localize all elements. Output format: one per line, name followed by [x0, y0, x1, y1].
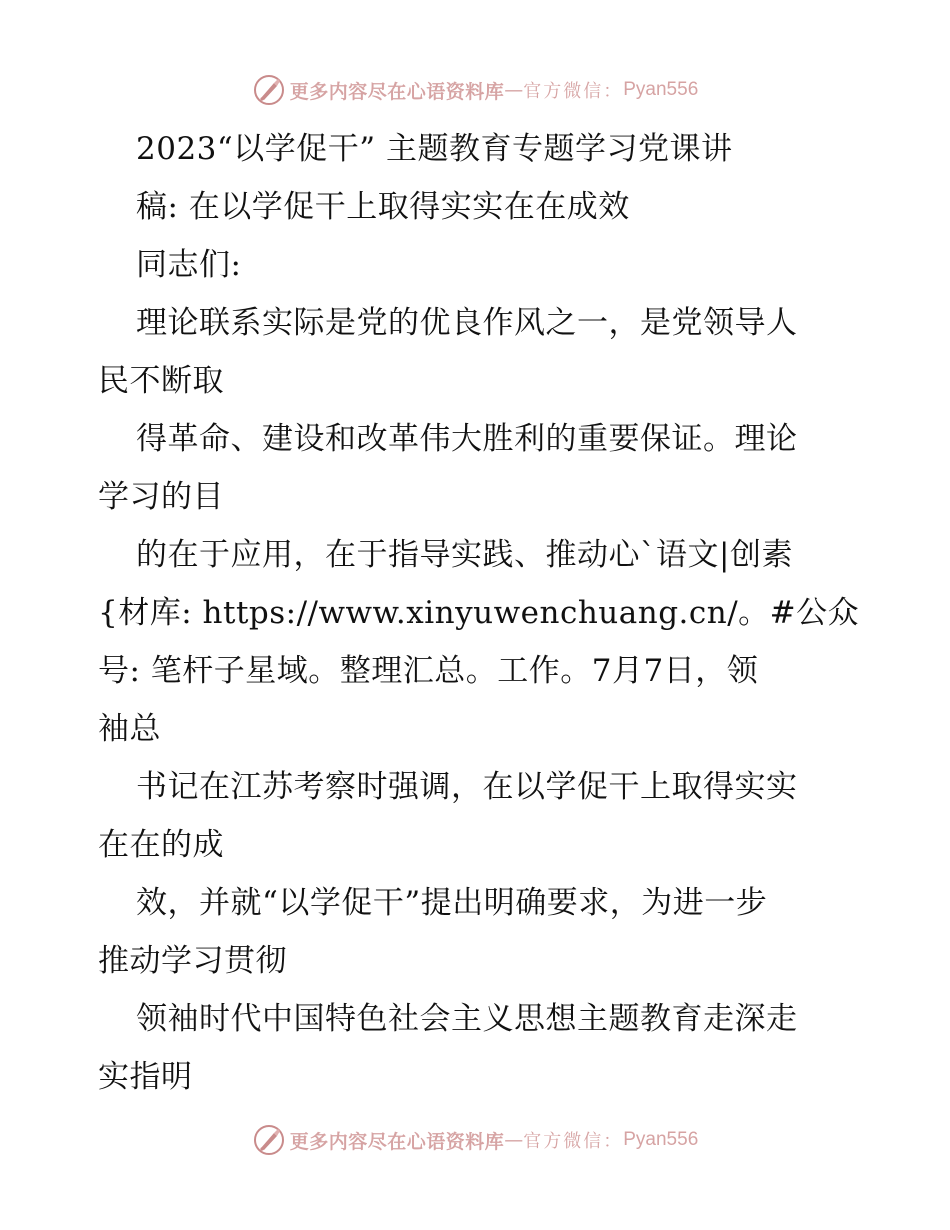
doc-line: 得革命、建设和改革伟大胜利的重要保证。理论 [136, 421, 798, 457]
doc-line: 效，并就“以学促干”提出明确要求，为进一步 [136, 885, 768, 921]
document-body [98, 120, 858, 1106]
footer-watermark [0, 1120, 950, 1160]
header-watermark [0, 70, 950, 110]
watermark-separator: — [504, 79, 524, 101]
watermark-handle: Pyan556 [623, 1129, 699, 1150]
doc-line: 学习的目 [98, 479, 224, 515]
doc-line: 稿: 在以学促干上取得实实在在成效 [136, 189, 630, 225]
doc-line: 实指明 [98, 1059, 193, 1095]
doc-line: 推动学习贯彻 [98, 943, 287, 979]
watermark-wechat-label: 官方微信： [523, 81, 624, 102]
watermark-wechat-label: 官方微信： [523, 1131, 624, 1152]
watermark-handle: Pyan556 [623, 79, 699, 100]
doc-line: 2023“以学促干” 主题教育专题学习党课讲 [136, 131, 733, 167]
doc-line: 号: 笔杆子星域。整理汇总。工作。7月7日，领 [98, 653, 759, 689]
doc-line: 的在于应用，在于指导实践、推动心`语文|创素 [136, 537, 793, 573]
doc-line: 理论联系实际是党的优良作风之一，是党领导人 [136, 305, 798, 341]
doc-line: 书记在江苏考察时强调，在以学促干上取得实实 [136, 769, 798, 805]
doc-line: 同志们: [136, 247, 242, 283]
doc-line: 民不断取 [98, 363, 224, 399]
doc-line: {材库: https://www.xinyuwenchuang.cn/。#公众 [98, 595, 860, 631]
watermark-brand: 更多内容尽在心语资料库 [289, 1130, 505, 1153]
watermark-separator: — [504, 1129, 524, 1151]
watermark-brand: 更多内容尽在心语资料库 [289, 80, 505, 103]
quill-pen-logo-icon [252, 1123, 286, 1157]
doc-line: 袖总 [98, 711, 161, 747]
quill-pen-logo-icon [252, 73, 286, 107]
doc-line: 在在的成 [98, 827, 224, 863]
doc-line: 领袖时代中国特色社会主义思想主题教育走深走 [136, 1001, 798, 1037]
